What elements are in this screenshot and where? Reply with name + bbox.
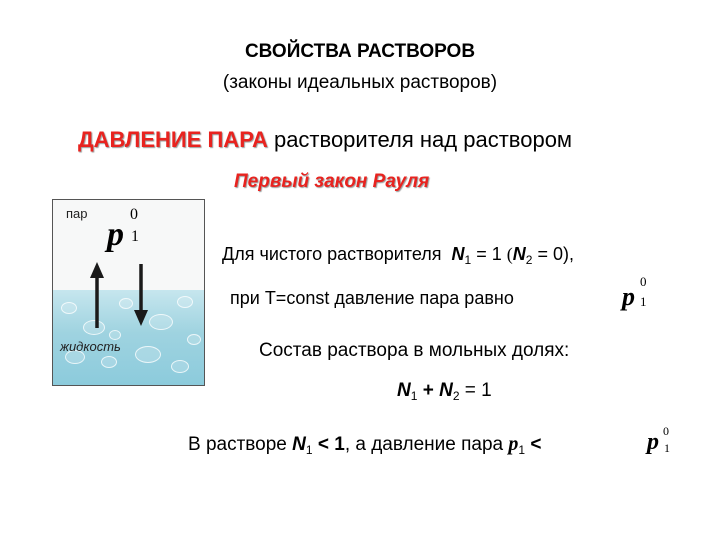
topic-line <box>78 127 572 153</box>
inequality-symbol-sup: 0 <box>663 424 669 438</box>
const-temp-symbol-sub: 1 <box>640 294 647 309</box>
const-temp-symbol-sup: 0 <box>640 274 647 289</box>
page-title: СВОЙСТВА РАСТВОРОВ <box>244 41 476 62</box>
inequality-symbol: p <box>647 429 659 455</box>
law-title: Первый закон Рауля <box>234 171 430 192</box>
liquid-label: жидкость <box>60 339 121 354</box>
inequality-line: В растворе $N_1 < 1$, а давление пара $p_1$ < <box>188 433 542 457</box>
pressure-symbol: p <box>107 216 124 253</box>
vessel-diagram <box>52 199 205 386</box>
topic-rest: растворителя над раствором <box>273 127 573 152</box>
sum-equation: $N_1 + N_2 = 1$ <box>397 380 492 403</box>
page-subtitle: (законы идеальных растворов) <box>222 72 498 93</box>
inequality-symbol-sub: 1 <box>664 441 670 455</box>
const-temp-line: при T=const давление пара равно <box>230 288 514 308</box>
vapor-label: пар <box>66 206 88 221</box>
composition-line: Состав раствора в мольных долях: <box>259 340 570 361</box>
pure-solvent-line: Для чистого растворителя $N_1 = 1$ $(N_2 = 0)$, <box>222 244 575 267</box>
const-temp-symbol: p <box>622 282 635 311</box>
pressure-symbol-sup: 0 <box>130 206 138 223</box>
pressure-symbol-sub: 1 <box>131 228 139 245</box>
topic-highlight: ДАВЛЕНИЕ ПАРА <box>78 127 268 152</box>
evaporation-arrows <box>53 200 204 385</box>
